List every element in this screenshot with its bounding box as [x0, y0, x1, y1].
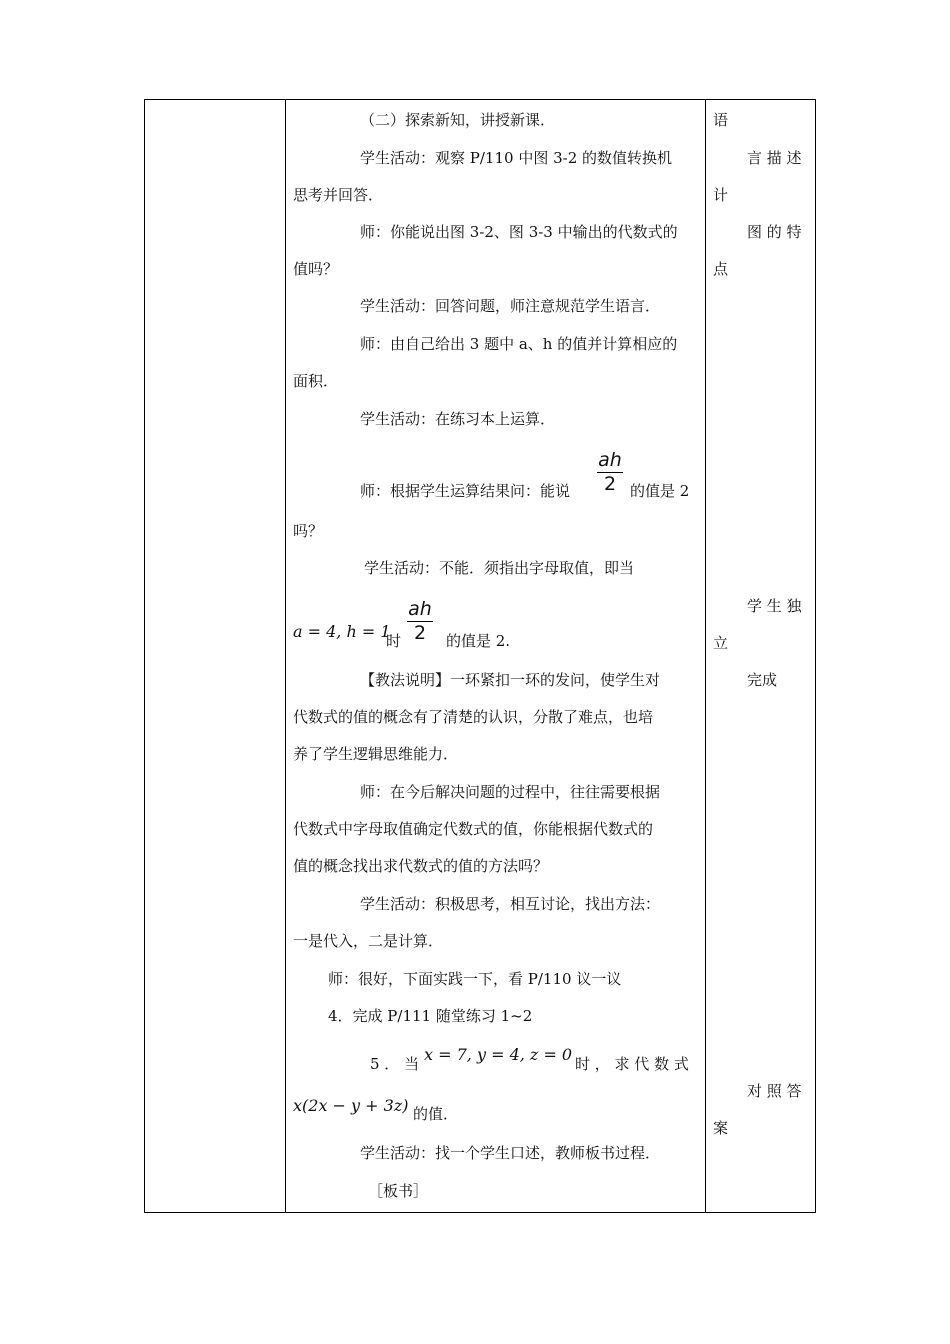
text-line: 师：由自己给出 3 题中 a、h 的值并计算相应的 — [360, 335, 678, 353]
side-note-char: 点 — [713, 260, 729, 278]
text-line: 时 — [386, 632, 402, 650]
fraction-denominator: 2 — [413, 622, 427, 644]
text-line: 值吗？ — [293, 260, 339, 278]
text-line: 思考并回答． — [293, 186, 384, 204]
side-note: 学 生 独 — [747, 597, 802, 615]
text-line: 学生活动：不能．须指出字母取值，即当 — [364, 559, 635, 577]
text-line: ［板书］ — [368, 1182, 429, 1200]
text-line: 养了学生逻辑思维能力． — [293, 745, 459, 763]
math-expression: x = 7, y = 4, z = 0 — [424, 1045, 573, 1064]
side-note: 言 描 述 — [747, 149, 802, 167]
text-line: 5 ． 当 — [370, 1055, 420, 1073]
text-line: 的值是 2. — [446, 632, 511, 650]
text-line: 师：根据学生运算结果问：能说 — [360, 482, 571, 500]
side-note: 图 的 特 — [747, 223, 802, 241]
section-heading: （二）探索新知，讲授新课． — [360, 111, 556, 129]
text-line: 学生活动：找一个学生口述，教师板书过程． — [360, 1144, 661, 1162]
text-line: 学生活动：积极思考，相互讨论，找出方法： — [360, 895, 661, 913]
text-line: 代数式中字母取值确定代数式的值，你能根据代数式的 — [293, 820, 654, 838]
text-line: 的值． — [413, 1105, 459, 1123]
column-divider-2 — [705, 99, 706, 1213]
side-note-char: 立 — [713, 634, 729, 652]
math-expression: a = 4, h = 1 — [293, 622, 391, 641]
text-line: 时 ， 求 代 数 式 — [575, 1055, 689, 1073]
math-expression: x(2x − y + 3z) — [293, 1096, 409, 1115]
teaching-note: 【教法说明】一环紧扣一环的发问，使学生对 — [360, 671, 661, 689]
text-line: 师：在今后解决问题的过程中，往往需要根据 — [360, 783, 661, 801]
column-divider-1 — [285, 99, 286, 1213]
fraction-numerator: ah — [598, 449, 622, 471]
fraction-ah-over-2 — [597, 450, 623, 494]
side-note-char: 计 — [713, 186, 729, 204]
text-line: 值的概念找出求代数式的值的方法吗？ — [293, 857, 549, 875]
text-line: 吗？ — [293, 522, 324, 540]
text-line: 面积． — [293, 372, 339, 390]
text-line: 学生活动：在练习本上运算． — [360, 410, 556, 428]
text-line: 代数式的值的概念有了清楚的认识，分散了难点，也培 — [293, 708, 654, 726]
text-line: 学生活动：回答问题，师注意规范学生语言． — [360, 297, 661, 315]
text-line: 的值是 2 — [630, 482, 690, 500]
text-line: 师：你能说出图 3-2、图 3-3 中输出的代数式的 — [360, 223, 678, 241]
side-note-char: 语 — [713, 111, 729, 129]
side-note-char: 案 — [713, 1119, 729, 1137]
fraction-numerator: ah — [408, 598, 432, 620]
side-note: 完成 — [747, 671, 778, 689]
text-line: 学生活动：观察 P/110 中图 3-2 的数值转换机 — [360, 149, 673, 167]
text-line: 4．完成 P/111 随堂练习 1~2 — [328, 1007, 533, 1025]
text-line: 一是代入，二是计算． — [293, 932, 444, 950]
fraction-denominator: 2 — [603, 473, 617, 495]
side-note: 对 照 答 — [747, 1082, 802, 1100]
fraction-ah-over-2 — [407, 599, 433, 643]
text-line: 师：很好，下面实践一下，看 P/110 议一议 — [328, 970, 622, 988]
